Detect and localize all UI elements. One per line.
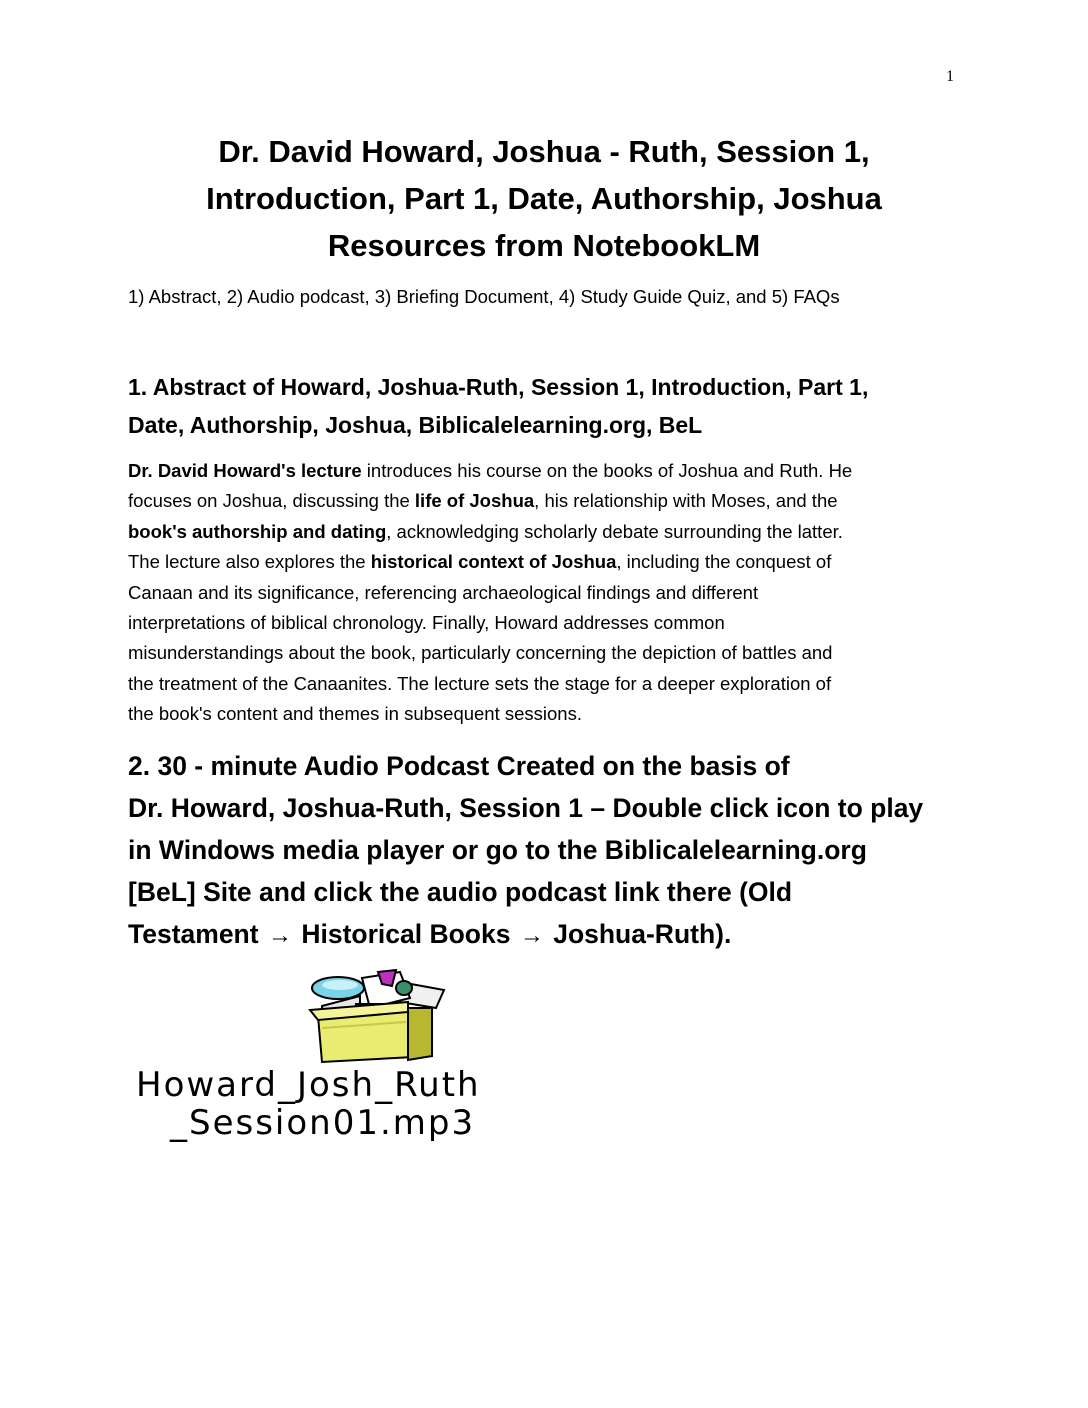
abstract-line: the treatment of the Canaanites. The lecture sets the stage for a deeper exploration of xyxy=(128,672,832,694)
abstract-line xyxy=(128,456,958,486)
text: introduces his course on the books of Joshua and Ruth. He xyxy=(361,460,853,481)
abstract-line xyxy=(128,486,958,516)
breadcrumb-old-testament: Testament xyxy=(128,919,259,949)
text: , including the conquest of xyxy=(616,551,832,573)
section-1-heading xyxy=(128,368,958,444)
section-2-line-4: [BeL] Site and click the audio podcast link there (Old xyxy=(128,877,793,907)
title-line-2: Introduction, Part 1, Date, Authorship, Joshua xyxy=(206,181,882,216)
file-name-line-1: Howard_Josh_Ruth xyxy=(136,1065,481,1105)
abstract-line xyxy=(128,547,958,577)
text: , his relationship with Moses, and the xyxy=(534,490,838,512)
section-2-line-3: in Windows media player or go to the Biblicalelearning.org xyxy=(128,835,867,865)
abstract-line: Canaan and its significance, referencing archaeological findings and different xyxy=(128,581,759,603)
package-icon xyxy=(300,968,450,1064)
bold-phrase: book's authorship and dating xyxy=(128,520,387,542)
section-2-line-2: Dr. Howard, Joshua-Ruth, Session 1 – Double click icon to play xyxy=(128,793,924,823)
abstract-line: misunderstandings about the book, particularly concerning the depiction of battles and xyxy=(128,642,833,664)
audio-file-name[interactable] xyxy=(136,1066,606,1142)
bold-phrase: historical context of Joshua xyxy=(370,551,617,573)
audio-file-package-icon[interactable] xyxy=(300,968,450,1069)
section-1-heading-line-1: 1. Abstract of Howard, Joshua-Ruth, Session 1, Introduction, Part 1, xyxy=(128,374,869,400)
bold-phrase: Dr. David Howard's lecture xyxy=(128,460,362,481)
breadcrumb-historical-books: Historical Books xyxy=(301,919,511,949)
section-2-heading xyxy=(128,745,968,957)
section-2-line-1: 2. 30 - minute Audio Podcast Created on the basis of xyxy=(128,751,790,781)
arrow-right-icon: → xyxy=(519,922,544,949)
abstract-line: the book's content and themes in subsequent sessions. xyxy=(128,703,582,725)
abstract-paragraph xyxy=(128,456,958,730)
title-line-1: Dr. David Howard, Joshua - Ruth, Session 1, xyxy=(218,134,870,169)
breadcrumb-joshua-ruth: Joshua-Ruth). xyxy=(553,919,732,949)
bold-phrase: life of Joshua xyxy=(414,490,535,512)
text: The lecture also explores the xyxy=(128,551,371,573)
section-2-line-5 xyxy=(128,913,968,957)
title-line-3: Resources from NotebookLM xyxy=(327,228,761,263)
file-name-line-2: _Session01.mp3 xyxy=(170,1103,476,1143)
text: , acknowledging scholarly debate surrounding the latter. xyxy=(386,520,843,542)
text: focuses on Joshua, discussing the xyxy=(128,490,415,512)
resources-list: 1) Abstract, 2) Audio podcast, 3) Briefing Document, 4) Study Guide Quiz, and 5) FAQs xyxy=(128,286,840,307)
document-title xyxy=(150,128,938,269)
arrow-right-icon: → xyxy=(267,922,292,949)
abstract-line: interpretations of biblical chronology. Finally, Howard addresses common xyxy=(128,612,725,634)
abstract-line xyxy=(128,517,958,547)
page-number: 1 xyxy=(946,68,954,85)
section-1-heading-line-2: Date, Authorship, Joshua, Biblicalelearning.org, BeL xyxy=(128,412,703,438)
